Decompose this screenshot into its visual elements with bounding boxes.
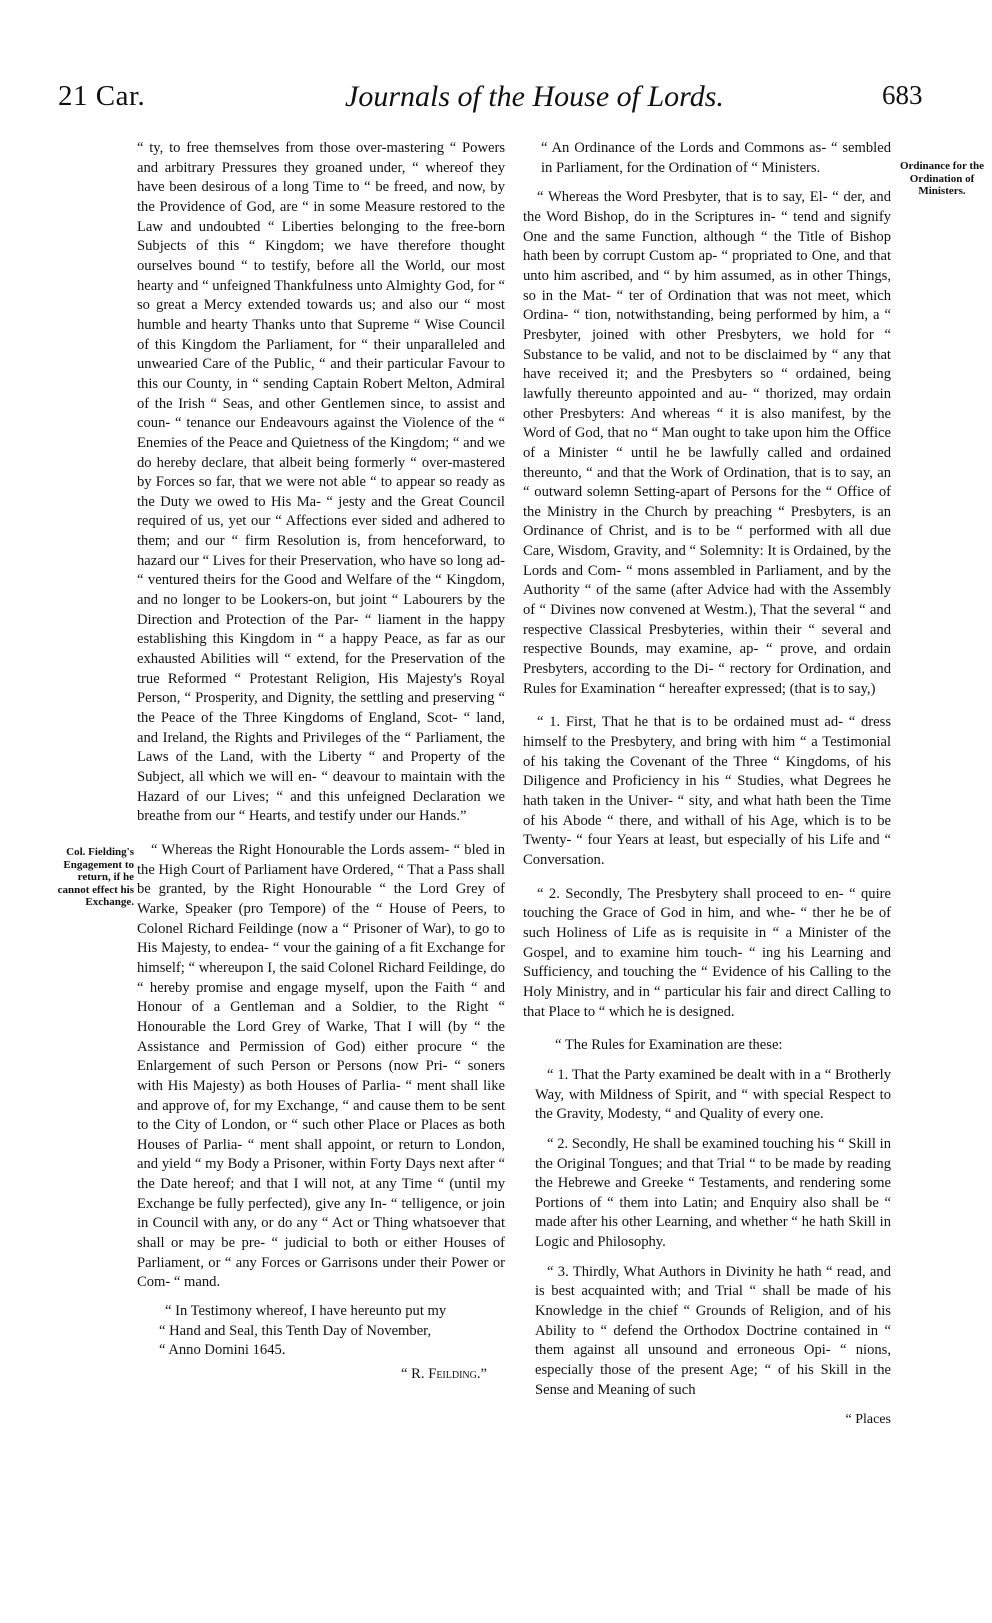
- ordinance-clause-2: “ 2. Secondly, The Presbytery shall proceed to en- “ quire touching the Grace of God in him, and whe- “ ther he be of such Holiness of Life as is requisite in “ a Minister of the Gospel, and to examine him touch- “ ing his Learning and Sufficiency, and touching the “ Evidence of his Calling to the Holy Ministry, and in “ particular his fair and direct Calling to that Place to “ which he is designed.: [523, 885, 891, 1020]
- testimony-line: “ In Testimony whereof, I have hereunto put my: [165, 1303, 447, 1320]
- running-title: Journals of the House of Lords.: [345, 80, 724, 113]
- testimony-line: “ Anno Domini 1645.: [159, 1342, 286, 1359]
- rules-heading: “ The Rules for Examination are these:: [555, 1037, 783, 1054]
- ordinance-clause-1: “ 1. First, That he that is to be ordained must ad- “ dress himself to the Presbytery, and bring with him “ a Testimonial of his taking the Covenant of the Three “ Kingdoms, of his Diligence and Proficiency in his “ Studies, what Degrees he hath taken in the Univer- “ sity, and what hath been the Time of his Abode “ there, and withall of his Age, which is to be Twenty- “ four Years at least, but especially of his Life and “ Conversation.: [523, 714, 891, 868]
- signature: “ R. Feilding.”: [401, 1366, 487, 1383]
- fielding-engagement: “ Whereas the Right Honourable the Lords assem- “ bled in the High Court of Parliament have Ordered, “ That a Pass shall be granted, by the Right Honourable “ the Lord Grey of Warke, Speaker (pro Tempore) of the “ House of Peers, to Colonel Richard Feildinge (now a “ Prisoner of War), to go to His Majesty, to endea- “ vour the gaining of a fit Exchange for himself; “ whereupon I, the said Colonel Richard Feildinge, do “ hereby promise and engage myself, upon the Faith “ and Honour of a Gentleman and a Soldier, to the Right “ Honourable the Lord Grey of Warke, That I will (by “ the Assistance and Permission of God) either procure “ the Enlargement of such Person or Persons (now Pri- “ soners with His Majesty) as both Houses of Parlia- “ ment shall like and approve of, for my Exchange, “ and cause them to be sent to the City of London, or “ such other Place or Places as both Houses of Parlia- “ ment shall appoint, or return to London, and yield “ my Body a Prisoner, within Forty Days next after “ the Date hereof; and that I will not, at any Time “ (until my Exchange be fully perfected), give any In- “ telligence, or join in Council with any, or do any “ Act or Thing whatsoever that shall or may be pre- “ judicial to both or either Houses of Parliament, or “ any Forces or Garrisons under their Power or Com- “ mand.: [137, 841, 505, 1291]
- rule-item: “ 3. Thirdly, What Authors in Divinity he hath “ read, and is best acquainted with; and Trial “ shall be made of his Knowledge in the chief “ Grounds of Religion, and of his Ability to “ defend the Orthodox Doctrine contained in “ them against all unsound and erroneous Opi- “ nions, especially those of the present Age; “ of his Skill in the Sense and Meaning of such: [535, 1263, 891, 1398]
- declaration-continuation: “ ty, to free themselves from those over-mastering “ Powers and arbitrary Pressures they groaned under, “ whereof they have been desirous of a long Time to “ be freed, and now, by the Providence of God, are “ in some Measure restored to the Law and undoubted “ Liberties belonging to the free-born Subjects of this “ Kingdom; we have therefore thought ourselves bound “ to testify, before all the World, our most hearty and “ unfeigned Thankfulness unto Almighty God, for “ so great a Mercy extended towards us; and also our “ most humble and hearty Thanks unto that Supreme “ Wise Council of this Kingdom the Parliament, for “ their unparalleled and unwearied Care of the Public, “ and their particular Favour to this our County, in “ sending Captain Robert Melton, Admiral of the Irish “ Seas, and other Gentlemen since, to assist and coun- “ tenance our Endeavours against the Violence of the “ Enemies of the Peace and Quietness of the Kingdom; “ and we do hereby declare, that albeit being formerly “ over-mastered by Forces so far, that we were not able “ to appear so ready as the Duty we owed to His Ma- “ jesty and the Great Council required of us, yet our “ Affections ever sided and adhered to them; and our “ firm Resolution is, from henceforward, to hazard our “ Lives for their Preservation, who have so long ad- “ ventured theirs for the Good and Welfare of the “ Kingdom, and no longer to be Lookers-on, but joint “ Labourers by the Direction and Protection of the Par- “ liament in the happy establishing this Kingdom in “ a happy Peace, as far as our exhausted Abilities will “ extend, for the Preservation of the true Reformed “ Protestant Religion, His Majesty's Royal Person, “ Prosperity, and Dignity, the settling and preserving “ the Peace of the Three Kingdoms of England, Scot- “ land, and Ireland, the Rights and Privileges of the “ Parliament, the Laws of the Land, with the Liberty “ and Property of the Subject, all which we will en- “ deavour to maintain with the Hazard of our Lives; “ and this unfeigned Declaration we breathe from our “ Hearts, and testify under our Hands.”: [137, 140, 505, 825]
- page-number: 683: [882, 80, 923, 110]
- ordinance-title: “ An Ordinance of the Lords and Commons as- “ sembled in Parliament, for the Ordination of “ Ministers.: [541, 140, 891, 176]
- margin-note-ordinance: Ordinance for the Ordination of Ministers.: [899, 160, 985, 197]
- regnal-year: 21 Car.: [58, 80, 146, 112]
- margin-note-fielding: Col. Fielding's Engagement to return, if he cannot effect his Exchange.: [57, 846, 134, 908]
- testimony-line: “ Hand and Seal, this Tenth Day of November,: [159, 1322, 432, 1339]
- right-column: [523, 139, 891, 1430]
- testimony-block: [137, 1302, 505, 1385]
- catchword: “ Places: [845, 1412, 891, 1428]
- page-header: [0, 80, 992, 130]
- left-column: [137, 139, 505, 1385]
- rule-item: “ 1. That the Party examined be dealt with in a “ Brotherly Way, with Mildness of Spirit, and “ with special Respect to the Gravity, Modesty, “ and Quality of every one.: [535, 1066, 891, 1123]
- rule-item: “ 2. Secondly, He shall be examined touching his “ Skill in the Original Tongues; and that Trial “ to be made by reading the Hebrewe and Greeke “ Testaments, and rendering some Portions of “ them into Latin; and Enquiry also shall be “ made after his other Learning, and whether “ he hath Skill in Logic and Philosophy.: [535, 1135, 891, 1251]
- ordinance-preamble: “ Whereas the Word Presbyter, that is to say, El- “ der, and the Word Bishop, do in the Scriptures in- “ tend and signify One and the same Function, although “ the Title of Bishop hath been by corrupt Custom ap- “ propriated to One, and that unto him ascribed, and “ by him assumed, as in other Things, so in the Mat- “ ter of Ordination that was not meet, which Ordina- “ tion, notwithstanding, being performed by him, a “ Presbyter, joined with other Presbyters, we hold for “ Substance to be valid, and not to be disclaimed by “ any that have received it; and the Presbyters so “ ordained, being lawfully thereunto appointed and au- “ thorized, may ordain other Presbyters: And whereas “ it is also manifest, by the Word of God, that no “ Man ought to take upon him the Office of a Minister “ until he be lawfully called and ordained thereunto, “ and that the Work of Ordination, that is to say, an “ outward solemn Setting-apart of Persons for the “ Office of the Ministry in the Church by preaching “ Presbyters, is an Ordinance of Christ, and is to be “ performed with all due Care, Wisdom, Gravity, and “ Solemnity: It is Ordained, by the Lords and Com- “ mons assembled in Parliament, and by the Authority “ of the same (after Advice had with the Assembly of “ Divines now convened at Westm.), That the several “ and respective Classical Presbyteries, within their “ several and respective Bounds, may examine, ap- “ prove, and ordain Presbyters, according to the Di- “ rectory for Ordination, and Rules for Examination “ hereafter expressed; (that is to say,): [523, 189, 891, 697]
